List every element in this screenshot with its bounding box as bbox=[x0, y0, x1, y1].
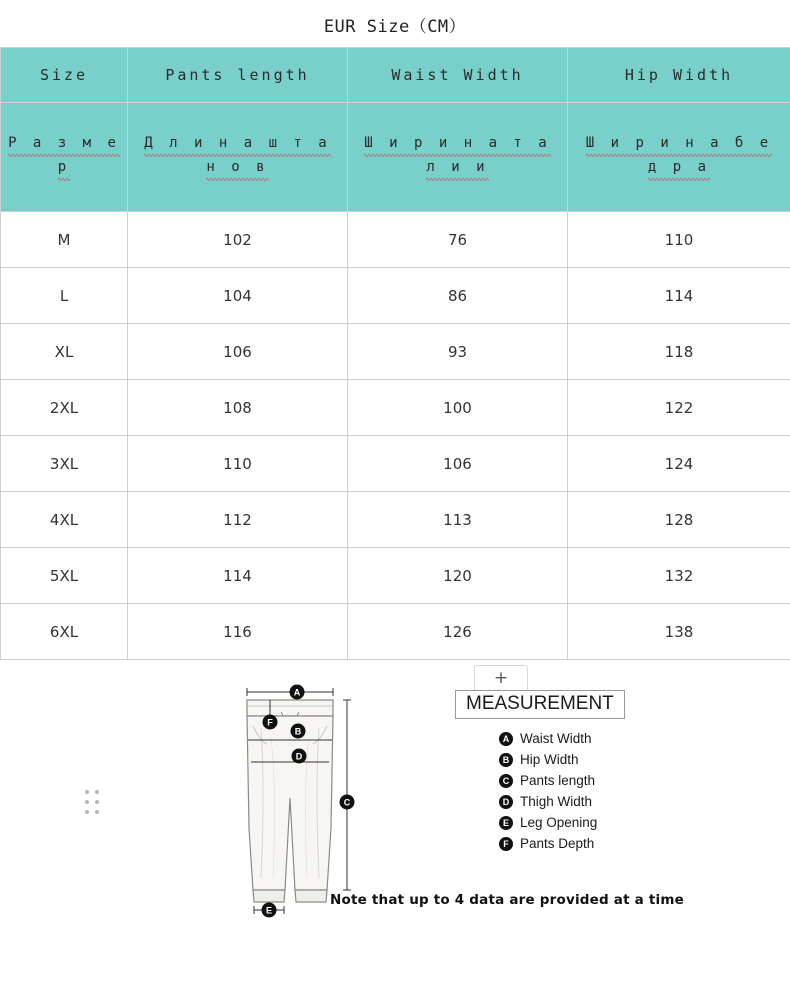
list-item bbox=[499, 749, 755, 770]
cell-hip-width: 114 bbox=[568, 268, 790, 324]
cell-hip-width: 122 bbox=[568, 380, 790, 436]
cell-pants-length: 116 bbox=[128, 604, 348, 660]
svg-text:A: A bbox=[293, 687, 301, 698]
column-header-hip-width-ru-line1: Ш и р и н а б е bbox=[586, 133, 772, 157]
cell-size: 5XL bbox=[1, 548, 128, 604]
cell-waist-width: 86 bbox=[348, 268, 568, 324]
page-title: EUR Size（CM） bbox=[323, 17, 467, 37]
cell-waist-width: 93 bbox=[348, 324, 568, 380]
cell-pants-length: 114 bbox=[128, 548, 348, 604]
cell-size: L bbox=[1, 268, 128, 324]
column-header-pants-length-ru-line1: Д л и н а ш т а bbox=[144, 133, 330, 157]
list-item bbox=[499, 791, 755, 812]
svg-text:F: F bbox=[267, 717, 273, 728]
cell-waist-width: 106 bbox=[348, 436, 568, 492]
drag-handle-icon[interactable] bbox=[82, 788, 104, 818]
table-row bbox=[1, 380, 790, 436]
table-row bbox=[1, 492, 790, 548]
column-header-pants-length: Pants length bbox=[128, 48, 348, 103]
cell-size: 4XL bbox=[1, 492, 128, 548]
column-header-size-ru-line2: р bbox=[58, 157, 70, 181]
svg-text:D: D bbox=[295, 751, 303, 762]
cell-size: 6XL bbox=[1, 604, 128, 660]
list-item bbox=[499, 728, 755, 749]
column-header-waist-width-ru bbox=[348, 103, 568, 212]
column-header-waist-width: Waist Width bbox=[348, 48, 568, 103]
size-table bbox=[0, 47, 790, 660]
measurement-note: Note that up to 4 data are provided at a time bbox=[330, 892, 684, 908]
cell-size: XL bbox=[1, 324, 128, 380]
cell-pants-length: 106 bbox=[128, 324, 348, 380]
table-row bbox=[1, 212, 790, 268]
table-row bbox=[1, 436, 790, 492]
list-item bbox=[499, 812, 755, 833]
table-row bbox=[1, 604, 790, 660]
cell-waist-width: 113 bbox=[348, 492, 568, 548]
column-header-size-ru bbox=[1, 103, 128, 212]
measurement-label: Waist Width bbox=[520, 731, 592, 746]
measurement-label: Pants Depth bbox=[520, 836, 595, 851]
column-header-waist-width-ru-line2: л и и bbox=[426, 157, 488, 181]
table-row bbox=[1, 548, 790, 604]
column-header-waist-width-ru-line1: Ш и р и н а т а bbox=[364, 133, 550, 157]
cell-hip-width: 124 bbox=[568, 436, 790, 492]
cell-waist-width: 76 bbox=[348, 212, 568, 268]
cell-pants-length: 110 bbox=[128, 436, 348, 492]
cell-size: 2XL bbox=[1, 380, 128, 436]
add-button[interactable]: + bbox=[474, 665, 528, 693]
cell-hip-width: 110 bbox=[568, 212, 790, 268]
column-header-hip-width-ru bbox=[568, 103, 790, 212]
measurement-label: Leg Opening bbox=[520, 815, 598, 830]
column-header-hip-width-ru-line2: д р а bbox=[648, 157, 710, 181]
cell-pants-length: 102 bbox=[128, 212, 348, 268]
measurement-label: Thigh Width bbox=[520, 794, 593, 809]
cell-hip-width: 138 bbox=[568, 604, 790, 660]
measurement-title: MEASUREMENT bbox=[455, 690, 625, 719]
table-row bbox=[1, 324, 790, 380]
measurement-label: Pants length bbox=[520, 773, 596, 788]
cell-pants-length: 104 bbox=[128, 268, 348, 324]
svg-text:E: E bbox=[265, 905, 273, 916]
badge-c-icon: C bbox=[499, 774, 513, 788]
svg-text:C: C bbox=[343, 797, 351, 808]
svg-text:B: B bbox=[294, 726, 302, 737]
cell-waist-width: 126 bbox=[348, 604, 568, 660]
cell-hip-width: 132 bbox=[568, 548, 790, 604]
badge-b-icon: B bbox=[499, 753, 513, 767]
cell-pants-length: 108 bbox=[128, 380, 348, 436]
cell-waist-width: 120 bbox=[348, 548, 568, 604]
cell-hip-width: 118 bbox=[568, 324, 790, 380]
measurement-label: Hip Width bbox=[520, 752, 579, 767]
badge-e-icon: E bbox=[499, 816, 513, 830]
badge-f-icon: F bbox=[499, 837, 513, 851]
badge-d-icon: D bbox=[499, 795, 513, 809]
cell-pants-length: 112 bbox=[128, 492, 348, 548]
badge-a-icon: A bbox=[499, 732, 513, 746]
table-header-row-ru bbox=[1, 103, 790, 212]
measurement-legend bbox=[455, 690, 755, 854]
pants-diagram bbox=[215, 678, 365, 928]
cell-size: M bbox=[1, 212, 128, 268]
table-header-row-en bbox=[1, 48, 790, 103]
list-item bbox=[499, 833, 755, 854]
table-row bbox=[1, 268, 790, 324]
column-header-hip-width: Hip Width bbox=[568, 48, 790, 103]
cell-hip-width: 128 bbox=[568, 492, 790, 548]
measurement-section bbox=[0, 660, 790, 940]
column-header-pants-length-ru-line2: н о в bbox=[206, 157, 268, 181]
cell-size: 3XL bbox=[1, 436, 128, 492]
column-header-pants-length-ru bbox=[128, 103, 348, 212]
column-header-size: Size bbox=[1, 48, 128, 103]
cell-waist-width: 100 bbox=[348, 380, 568, 436]
list-item bbox=[499, 770, 755, 791]
measurement-list bbox=[499, 728, 755, 854]
column-header-size-ru-line1: Р а з м е bbox=[8, 133, 120, 157]
